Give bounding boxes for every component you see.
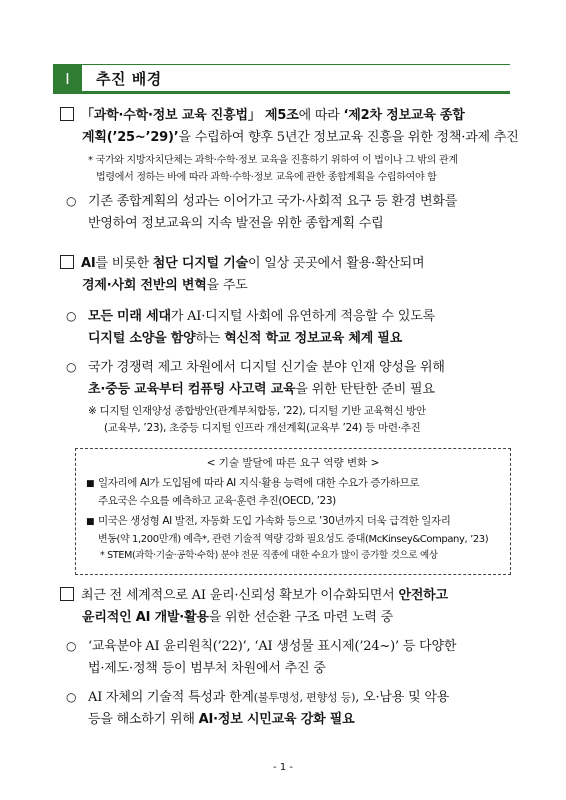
competency-change-box: < 기술 발달에 따른 요구 역량 변화 > ■ 일자리에 AI가 도입됨에 따라 AI 지식·활용 능력에 대한 수요가 증가하므로 주요국은 수요를 예측하고 교육·훈련 추진(OECD, ’23) ■ 미국은 생성형 AI 발전, 자동화 도입 가속화 등으로 ’30년까지 더욱 급격한 일자리 변동(약 1,200만개) 예측*, 관련 기술적 역량 강화 필요성도 증대(McKinsey&Company, ’23) * STEM(과학·기술·공학·수학) 분야 전문 직종에 대한 수요가 많이 증가할 것으로 예상 <box>75 448 511 575</box>
page-number: - 1 - <box>273 762 293 773</box>
square-bullet-icon: ■ <box>86 479 95 489</box>
paragraph-ai-ethics: 최근 전 세계적으로 AI 윤리·신뢰성 확보가 이슈화되면서 안전하고 윤리적인 AI 개발·활용을 위한 선순환 구조 마련 노력 중 ○ ‘교육분야 AI 윤리원칙(’22)’, ‘AI 생성물 표시제(’24~)’ 등 다양한 법·제도·정책 등이 범부처 차원에서 추진 중 ○ AI 자체의 기술적 특성과 한계(불투명성, 편향성 등), 오·남용 및 악용 등을 해소하기 위해 AI·정보 시민교육 강화 필요 <box>60 585 520 731</box>
circle-bullet-icon: ○ <box>66 360 77 374</box>
section-title: 추진 배경 <box>82 64 510 94</box>
circle-bullet-icon: ○ <box>66 194 77 208</box>
reference-note-cont: (교육부, ’23), 초중등 디지털 인프라 개선계획(교육부 ’24) 등 마련·추진 <box>104 422 421 434</box>
circle-bullet-icon: ○ <box>66 690 77 704</box>
section-header <box>53 64 510 94</box>
footnote: * 국가와 지방자치단체는 과학·수학·정보 교육을 진흥하기 위하여 이 법이나 그 밖의 관계 <box>88 155 458 166</box>
box-footnote: * STEM(과학·기술·공학·수학) 분야 전문 직종에 대한 수요가 많이 증가할 것으로 예상 <box>100 550 438 561</box>
section-number: Ⅰ <box>53 64 82 94</box>
checkbox-bullet-icon <box>60 587 74 601</box>
paragraph-legal-basis: 「과학·수학·정보 교육 진흥법」 제5조에 따라 ‘제2차 정보교육 종합 계획(’25~’29)’을 수립하여 향후 5년간 정보교육 진흥을 위한 정책·과제 추진 * 국가와 지방자치단체는 과학·수학·정보 교육을 진흥하기 위하여 이 법이나 그 밖의 관계 법령에서 정하는 바에 따라 과학·수학·정보 교육에 관한 종합계획을 수립하여야 함 ○ 기존 종합계획의 성과는 이어가고 국가·사회적 요구 등 환경 변화를 반영하여 정보교육의 지속 발전을 위한 종합계획 수립 <box>60 105 520 235</box>
reference-note: ※ 디지털 인재양성 종합방안(관계부처합동, ’22), 디지털 기반 교육혁신 방안 <box>88 405 426 417</box>
footnote-cont: 법령에서 정하는 바에 따라 과학·수학·정보 교육에 관한 종합계획을 수립하여야 함 <box>96 172 437 183</box>
circle-bullet-icon: ○ <box>66 309 77 323</box>
box-title: < 기술 발달에 따른 요구 역량 변화 > <box>206 457 380 469</box>
square-bullet-icon: ■ <box>86 517 95 527</box>
paragraph-ai-tech: AI를 비롯한 첨단 디지털 기술이 일상 곳곳에서 활용·확산되며 경제·사회 전반의 변혁을 주도 ○ 모든 미래 세대가 AI·디지털 사회에 유연하게 적응할 수 있도록 디지털 소양을 함양하는 혁신적 학교 정보교육 체계 필요 ○ 국가 경쟁력 제고 차원에서 디지털 신기술 분야 인재 양성을 위해 초·중등 교육부터 컴퓨팅 사고력 교육을 위한 탄탄한 준비 필요 ※ 디지털 인재양성 종합방안(관계부처합동, ’22), 디지털 기반 교육혁신 방안 (교육부, ’23), 초중등 디지털 인프라 개선계획(교육부 ’24) 등 마련·추진 <box>60 253 520 437</box>
circle-bullet-icon: ○ <box>66 639 77 653</box>
checkbox-bullet-icon <box>60 255 74 269</box>
checkbox-bullet-icon <box>60 107 74 121</box>
